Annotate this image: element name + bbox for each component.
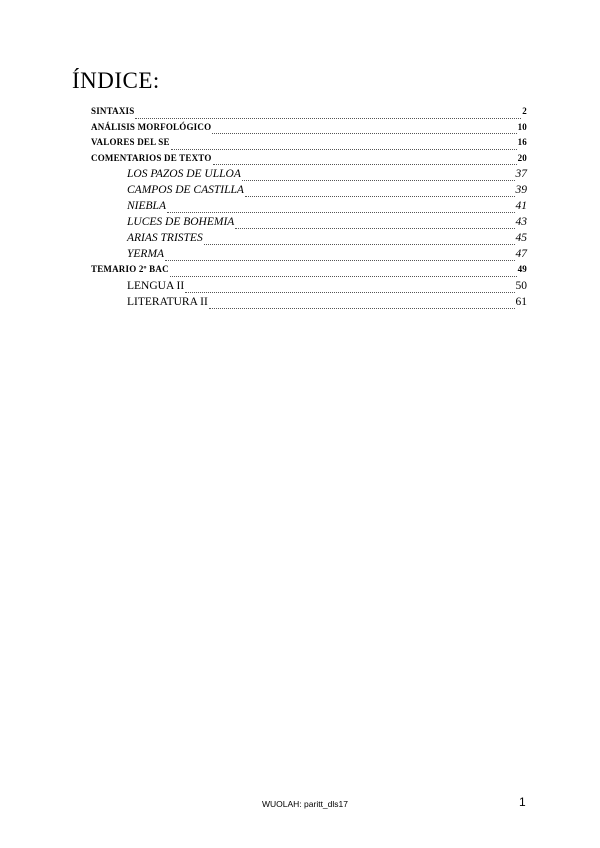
toc-entry-label: NIEBLA	[127, 200, 166, 212]
toc-entry[interactable]	[91, 184, 527, 200]
toc-entry-label: LENGUA II	[127, 279, 185, 292]
toc-entry[interactable]	[91, 296, 527, 312]
toc-leader-dots	[212, 133, 516, 134]
toc-entry-label: LOS PAZOS DE ULLOA	[127, 168, 241, 180]
toc-entry[interactable]	[91, 216, 527, 232]
toc-leader-dots	[167, 212, 515, 213]
toc-leader-dots	[213, 164, 517, 165]
toc-entry-page: 41	[515, 200, 527, 212]
toc-entry[interactable]	[91, 280, 527, 296]
toc-leader-dots	[135, 118, 521, 119]
toc-entry-label: CAMPOS DE CASTILLA	[127, 184, 244, 196]
toc-entry-page: 39	[515, 184, 527, 196]
toc-leader-dots	[209, 308, 515, 309]
footer-text: WUOLAH: paritt_dls17	[262, 799, 348, 809]
toc-entry-label: SINTAXIS	[91, 106, 135, 116]
toc-entry-page: 47	[515, 248, 527, 260]
toc-entry[interactable]	[91, 200, 527, 216]
toc-leader-dots	[245, 196, 515, 197]
toc-entry[interactable]	[91, 137, 527, 153]
toc-entry-page: 61	[515, 295, 527, 308]
toc-entry-page: 2	[522, 106, 527, 116]
toc-entry-page: 37	[515, 168, 527, 180]
toc-leader-dots	[165, 260, 514, 261]
toc-entry-page: 16	[517, 137, 527, 147]
toc-entry[interactable]	[91, 248, 527, 264]
toc-leader-dots	[242, 180, 515, 181]
toc-entry-label: COMENTARIOS DE TEXTO	[91, 152, 212, 163]
toc-leader-dots	[235, 228, 514, 229]
toc-entry-page: 10	[517, 121, 527, 132]
toc-entry-label: YERMA	[127, 248, 165, 260]
toc-entry-page: 50	[515, 279, 527, 292]
toc-leader-dots	[171, 149, 517, 150]
toc-entry[interactable]	[91, 168, 527, 184]
table-of-contents	[91, 106, 527, 312]
toc-entry-label: ANÁLISIS MORFOLÓGICO	[91, 121, 212, 132]
toc-entry-label: ARIAS TRISTES	[127, 232, 203, 244]
toc-entry-label: LITERATURA II	[127, 295, 208, 308]
toc-entry-page: 45	[515, 232, 527, 244]
toc-entry-label: VALORES DEL SE	[91, 137, 170, 147]
toc-entry-page: 20	[517, 152, 527, 163]
toc-leader-dots	[204, 244, 515, 245]
toc-entry[interactable]	[91, 106, 527, 122]
page-number: 1	[519, 795, 526, 809]
toc-entry[interactable]	[91, 153, 527, 169]
toc-entry-page: 49	[517, 264, 527, 274]
toc-leader-dots	[170, 276, 517, 277]
toc-entry[interactable]	[91, 264, 527, 280]
toc-entry[interactable]	[91, 232, 527, 248]
toc-entry-label: TEMARIO 2º BAC	[91, 264, 169, 274]
page-title: ÍNDICE:	[72, 68, 160, 93]
toc-entry[interactable]	[91, 122, 527, 138]
toc-entry-page: 43	[515, 216, 527, 228]
toc-leader-dots	[185, 292, 514, 293]
toc-entry-label: LUCES DE BOHEMIA	[127, 216, 235, 228]
